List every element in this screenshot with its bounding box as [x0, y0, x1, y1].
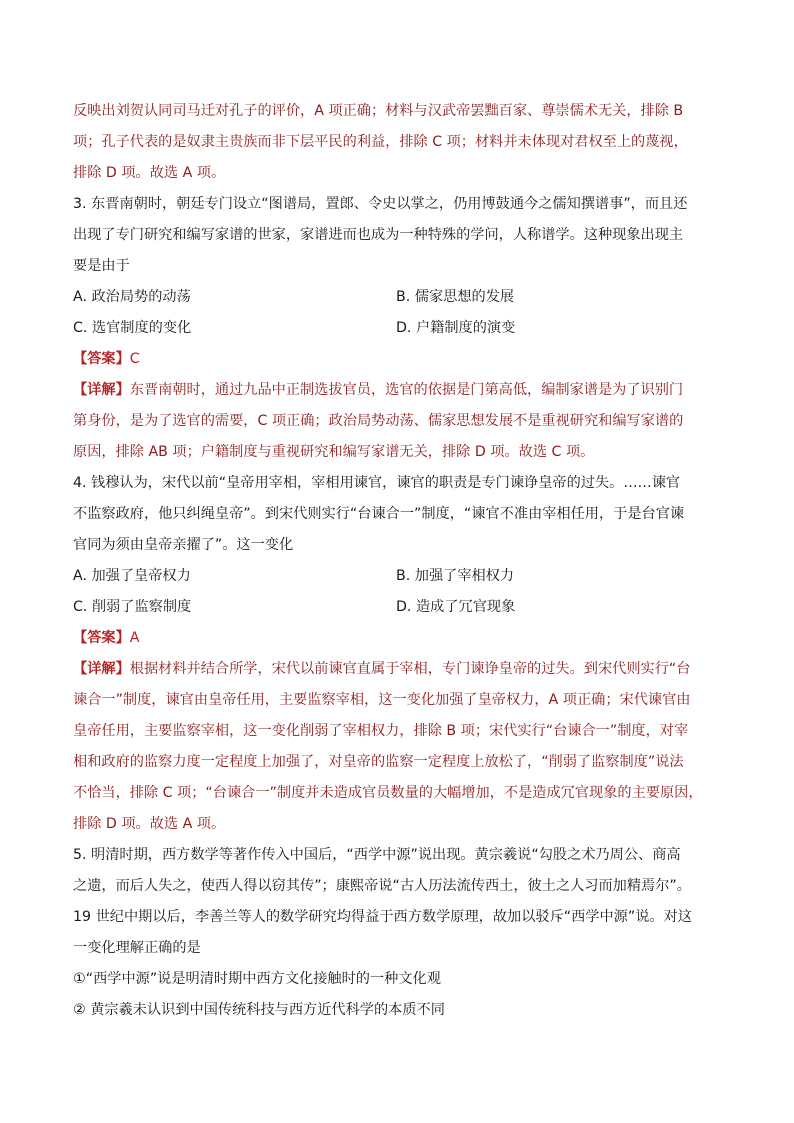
option-c: C. 削弱了监察制度: [73, 599, 192, 615]
answer-line: [73, 344, 723, 375]
answer-label: 【答案】: [73, 630, 130, 646]
question-5: [73, 840, 723, 1026]
detail-line: [73, 654, 723, 685]
question-stem-line: 不监察政府，他只纠绳皇帝”。到宋代则实行“台谏合一”制度，“谏官不准由宰相任用，于是台官谏: [73, 506, 685, 522]
question-stem-line: 19 世纪中期以后，李善兰等人的数学研究均得益于西方数学原理，故加以驳斥“西学中源”说。对这: [73, 909, 692, 925]
detail-text: 东晋南朝时，通过九品中正制选拔官员，选官的依据是门第高低，编制家谱是为了识别门: [129, 382, 684, 398]
text-line: 项；孔子代表的是奴隶主贵族而非下层平民的利益，排除 C 项；材料并未体现对君权至上的蔑视，: [73, 134, 688, 150]
detail-text: 根据材料并结合所学，宋代以前谏官直属于宰相，专门谏诤皇帝的过失。到宋代则实行“台: [129, 661, 691, 677]
question-3: [73, 189, 723, 468]
question-stem-line: 一变化理解正确的是: [73, 940, 201, 956]
detail-line: 皇帝任用，主要监察宰相，这一变化削弱了宰相权力，排除 B 项；宋代实行“台谏合一”制度，对宰: [73, 723, 689, 739]
detail-label: 【详解】: [73, 382, 130, 398]
detail-line: [73, 375, 723, 406]
option-b: B. 加强了宰相权力: [396, 568, 515, 584]
text-line: 排除 D 项。故选 A 项。: [73, 165, 226, 181]
option-row: [73, 282, 723, 313]
option-d: D. 户籍制度的演变: [396, 320, 516, 336]
detail-line: 不恰当，排除 C 项；“台谏合一”制度并未造成官员数量的大幅增加，不是造成冗官现象的主要原因，: [73, 785, 703, 801]
option-row: [73, 561, 723, 592]
detail-line: 谏合一”制度，谏官由皇帝任用，主要监察宰相，这一变化加强了皇帝权力，A 项正确；宋代谏官由: [73, 692, 691, 708]
text-line: 反映出刘贺认同司马迁对孔子的评价，A 项正确；材料与汉武帝罢黜百家、尊崇儒术无关，排除 B: [73, 103, 684, 119]
option-a: A. 政治局势的动荡: [73, 289, 191, 305]
option-d: D. 造成了冗官现象: [396, 599, 516, 615]
detail-line: 相和政府的监察力度一定程度上加强了，对皇帝的监察一定程度上放松了，“削弱了监察制度”说法: [73, 754, 684, 770]
detail-label: 【详解】: [73, 661, 130, 677]
statement-line: ①“西学中源”说是明清时期中西方文化接触时的一种文化观: [73, 971, 441, 987]
statement-line: ② 黄宗羲未认识到中国传统科技与西方近代科学的本质不同: [73, 1002, 445, 1018]
option-b: B. 儒家思想的发展: [396, 289, 515, 305]
question-stem-line: 官同为须由皇帝亲擢了”。这一变化: [73, 537, 294, 553]
explanation-continuation: [73, 96, 723, 189]
question-stem-line: 3. 东晋南朝时，朝廷专门设立“图谱局，置郎、令史以掌之，仍用博鼓通今之儒知撰谱事”，而且还: [73, 196, 688, 212]
question-stem-line: 之遗，而后人失之，使西人得以窃其传”；康熙帝说“古人历法流传西土，彼土之人习而加精焉尔”。: [73, 878, 691, 894]
question-stem-line: 出现了专门研究和编写家谱的世家，家谱进而也成为一种特殊的学问，人称谱学。这种现象出现主: [73, 227, 684, 243]
detail-line: 原因，排除 AB 项；户籍制度与重视研究和编写家谱无关，排除 D 项。故选 C 项。: [73, 444, 595, 460]
option-c: C. 选官制度的变化: [73, 320, 192, 336]
option-a: A. 加强了皇帝权力: [73, 568, 191, 584]
question-stem-line: 要是由于: [73, 258, 130, 274]
question-4: [73, 468, 723, 840]
document-page: [73, 96, 723, 1026]
question-stem-line: 5. 明清时期，西方数学等著作传入中国后，“西学中源”说出现。黄宗羲说“勾股之术乃周公、商高: [73, 847, 681, 863]
question-stem-line: 4. 钱穆认为，宋代以前“皇帝用宰相，宰相用谏官，谏官的职责是专门谏诤皇帝的过失。……谏官: [73, 475, 681, 491]
option-row: [73, 592, 723, 623]
answer-line: [73, 623, 723, 654]
detail-line: 排除 D 项。故选 A 项。: [73, 816, 226, 832]
answer-value: C: [129, 351, 140, 367]
option-row: [73, 313, 723, 344]
answer-value: A: [129, 630, 140, 646]
answer-label: 【答案】: [73, 351, 130, 367]
detail-line: 第身份，是为了选官的需要，C 项正确；政治局势动荡、儒家思想发展不是重视研究和编写家谱的: [73, 413, 684, 429]
